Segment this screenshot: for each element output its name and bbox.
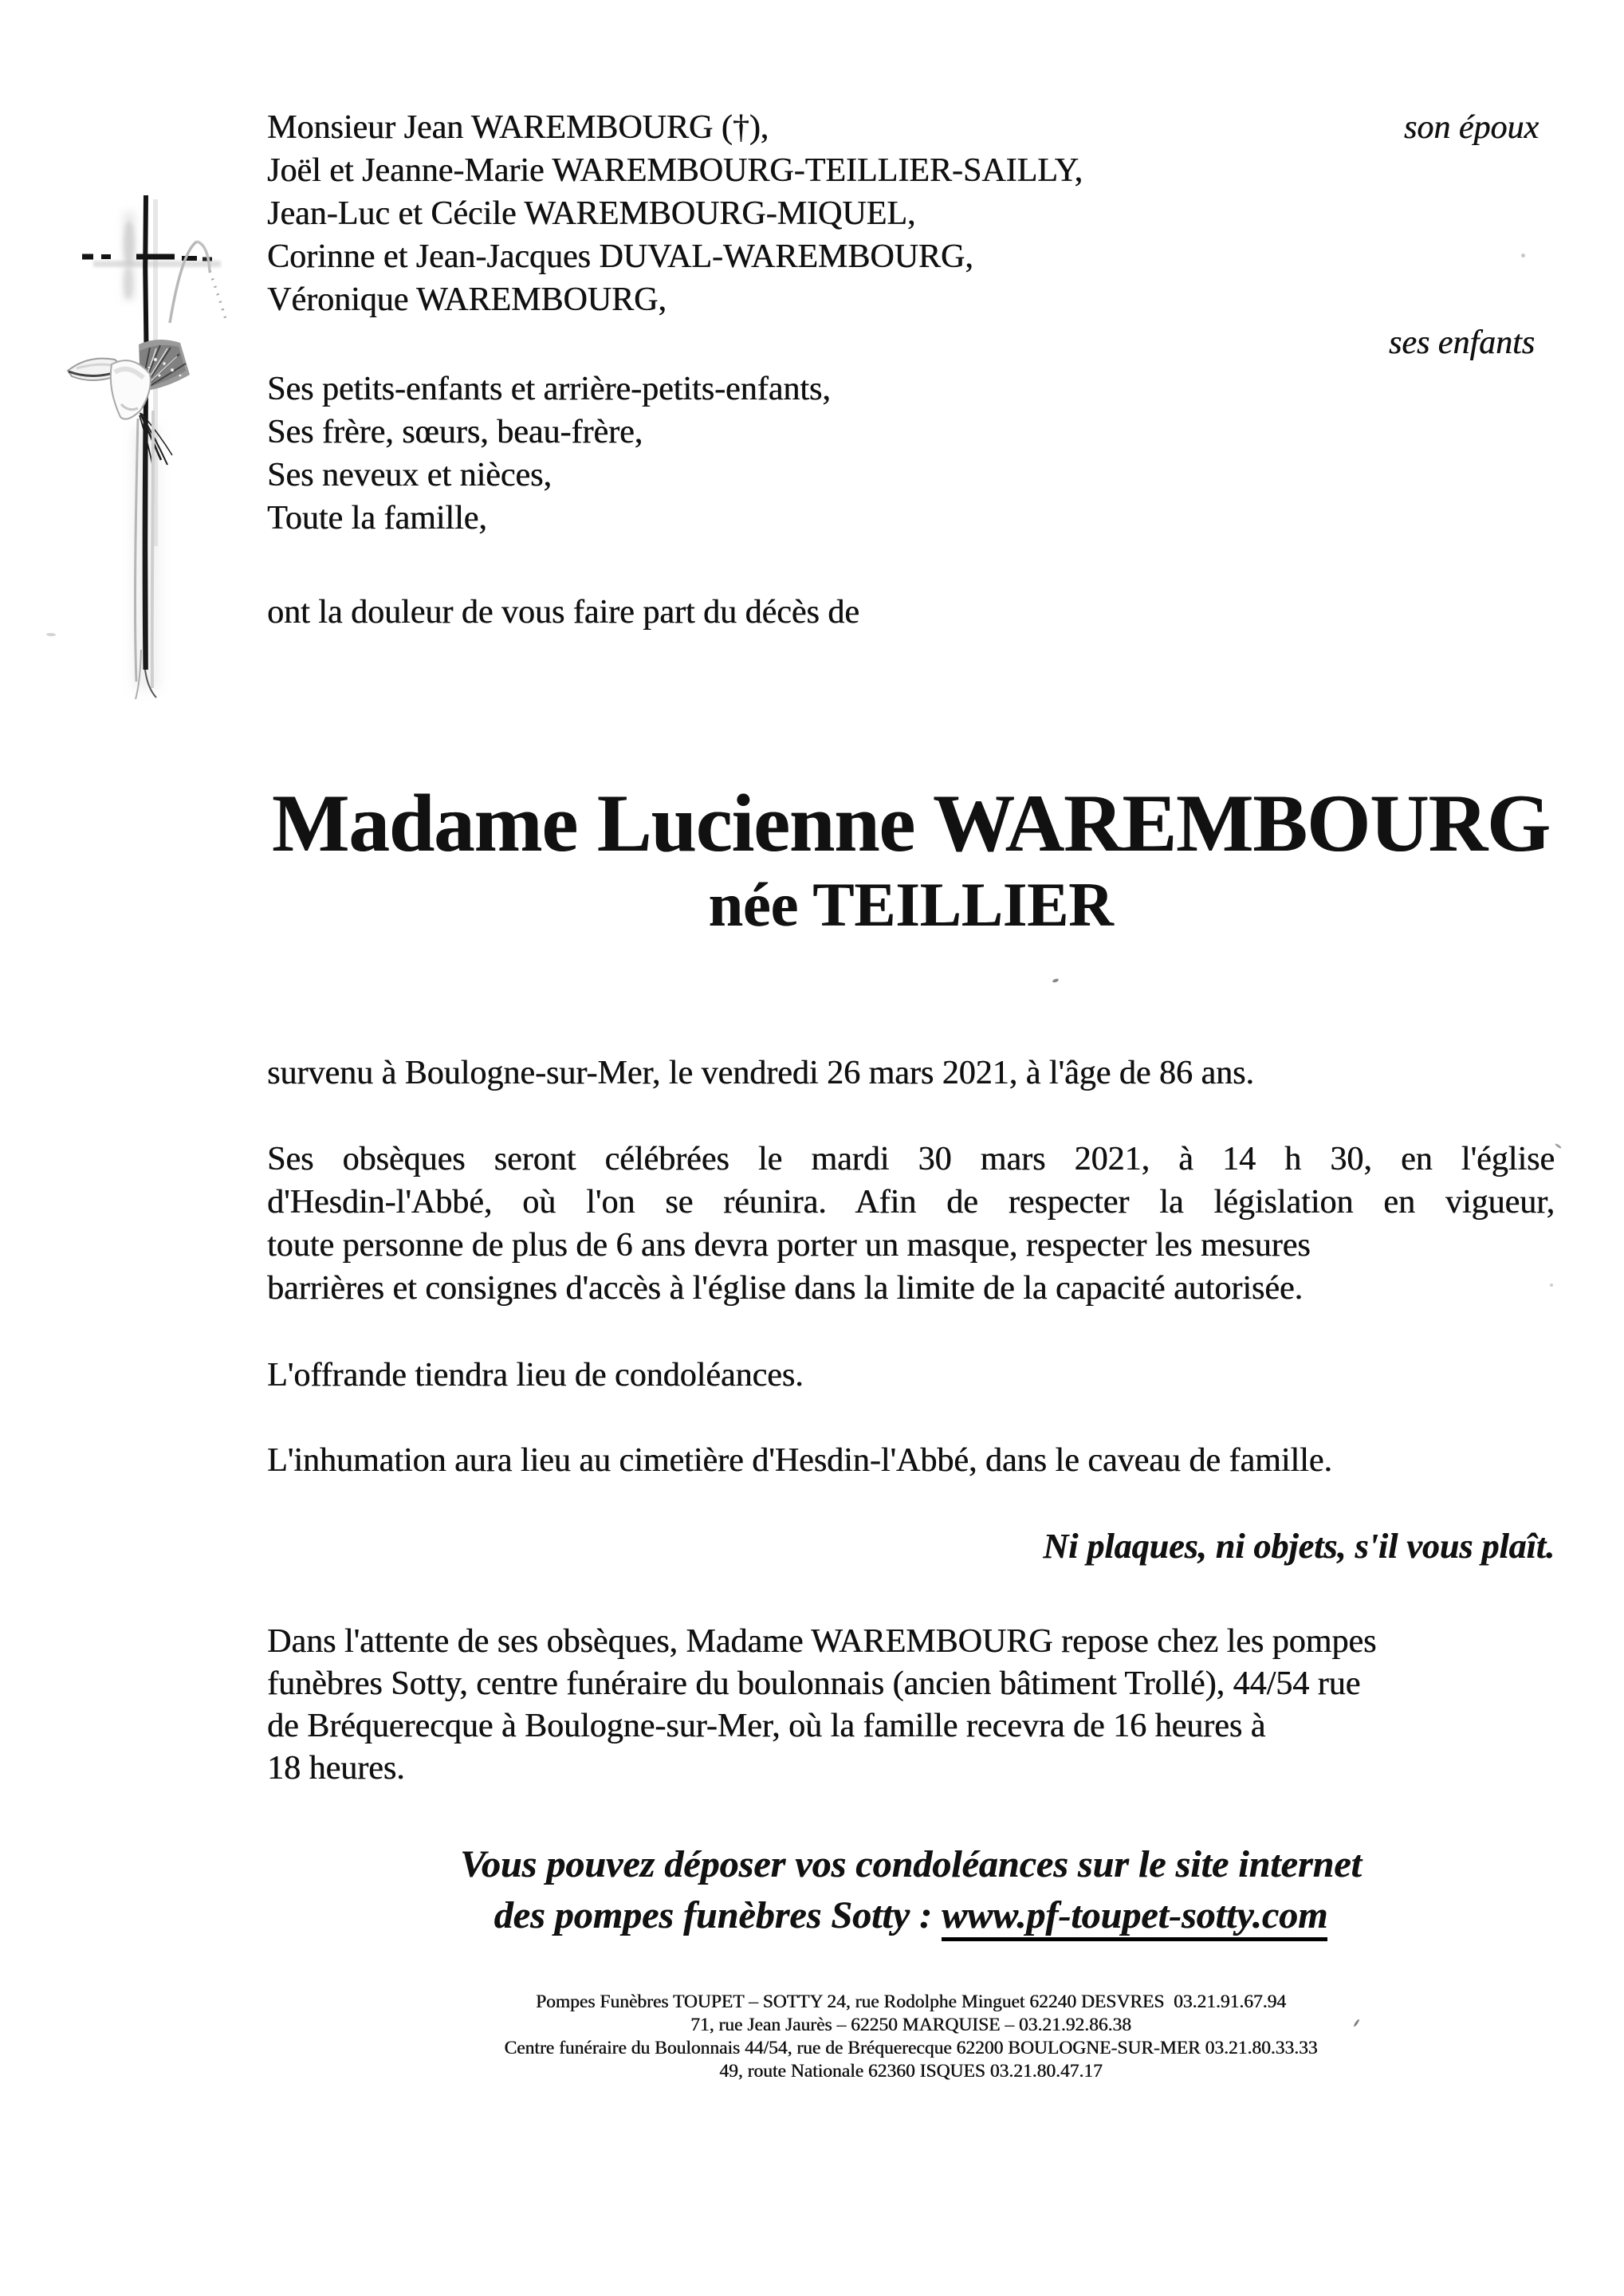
family-name-line: Véronique WAREMBOURG, (267, 281, 667, 318)
ceremony-line: barrières et consignes d'accès à l'église dans la limite de la capacité autorisée. (267, 1270, 1304, 1307)
footer-address-line: 49, route Nationale 62360 ISQUES 03.21.80.47.17 (719, 2061, 1103, 2082)
deceased-name: Madame Lucienne WAREMBOURG (272, 778, 1550, 869)
relatives-block (267, 368, 1555, 540)
condolences-line2-prefix: des pompes funèbres Sotty : (493, 1894, 942, 1936)
offering-line: L'offrande tiendra lieu de condoléances. (267, 1357, 804, 1394)
ceremony-line: Ses obsèques seront célébrées le mardi 30 mars 2021, à 14 h 30, en l'église (267, 1141, 1555, 1177)
footer-address-line: Centre funéraire du Boulonnais 44/54, rue de Bréquerecque 62200 BOULOGNE-SUR-MER 03.21.80.33.33 (504, 2038, 1318, 2058)
relatives-line: Ses neveux et nièces, (267, 457, 552, 493)
no-plaques-request: Ni plaques, ni objets, s'il vous plaît. (1043, 1527, 1555, 1566)
repose-paragraph (267, 1621, 1555, 1790)
online-condolences-block (267, 1839, 1555, 1941)
condolences-website-link[interactable]: www.pf-toupet-sotty.com (942, 1894, 1327, 1941)
scan-speck (1555, 1143, 1562, 1150)
family-name-line: Monsieur Jean WAREMBOURG (†), (267, 109, 769, 146)
death-info-line: survenu à Boulogne-sur-Mer, le vendredi 26 mars 2021, à l'âge de 86 ans. (267, 1055, 1254, 1091)
condolences-line1: Vous pouvez déposer vos condoléances sur le site internet (460, 1843, 1362, 1885)
condolences-line2 (267, 1890, 1555, 1941)
relatives-line: Ses petits-enfants et arrière-petits-enfants, (267, 371, 831, 407)
cross-calla-lily-icon (32, 171, 271, 714)
family-names-block (267, 106, 1555, 321)
deceased-title-block (267, 777, 1555, 940)
ceremony-line: toute personne de plus de 6 ans devra porter un masque, respecter les mesures (267, 1227, 1311, 1264)
family-name-line: Joël et Jeanne-Marie WAREMBOURG-TEILLIER-SAILLY, (267, 152, 1083, 189)
relatives-line: Ses frère, sœurs, beau-frère, (267, 414, 643, 450)
repose-line: 18 heures. (267, 1750, 405, 1787)
footer-address-line: 71, rue Jean Jaurès – 62250 MARQUISE – 03.21.92.86.38 (690, 2015, 1131, 2035)
spouse-label: son époux (1403, 109, 1539, 146)
ceremony-line: d'Hesdin-l'Abbé, où l'on se réunira. Afin de respecter la législation en vigueur, (267, 1184, 1555, 1221)
scan-speck (1550, 1284, 1553, 1287)
family-name-line: Jean-Luc et Cécile WAREMBOURG-MIQUEL, (267, 195, 916, 232)
relatives-line: Toute la famille, (267, 500, 487, 537)
repose-line: de Bréquerecque à Boulogne-sur-Mer, où la famille recevra de 16 heures à (267, 1708, 1266, 1744)
deceased-maiden-name: née TEILLIER (708, 870, 1114, 939)
burial-line: L'inhumation aura lieu au cimetière d'Hesdin-l'Abbé, dans le caveau de famille. (267, 1442, 1332, 1479)
repose-line: Dans l'attente de ses obsèques, Madame WAREMBOURG repose chez les pompes (267, 1623, 1377, 1660)
family-name-line: Corinne et Jean-Jacques DUVAL-WAREMBOURG, (267, 238, 973, 275)
scan-speck (1521, 254, 1525, 258)
announcement-line: ont la douleur de vous faire part du décès de (267, 594, 859, 631)
footer-address-line: Pompes Funèbres TOUPET – SOTTY 24, rue Rodolphe Minguet 62240 DESVRES 03.21.91.67.94 (535, 1991, 1287, 2012)
repose-line: funèbres Sotty, centre funéraire du boulonnais (ancien bâtiment Trollé), 44/54 rue (267, 1665, 1361, 1702)
children-label: ses enfants (1388, 324, 1535, 361)
ceremony-paragraph (267, 1138, 1555, 1310)
funeral-home-footer (267, 1991, 1555, 2083)
